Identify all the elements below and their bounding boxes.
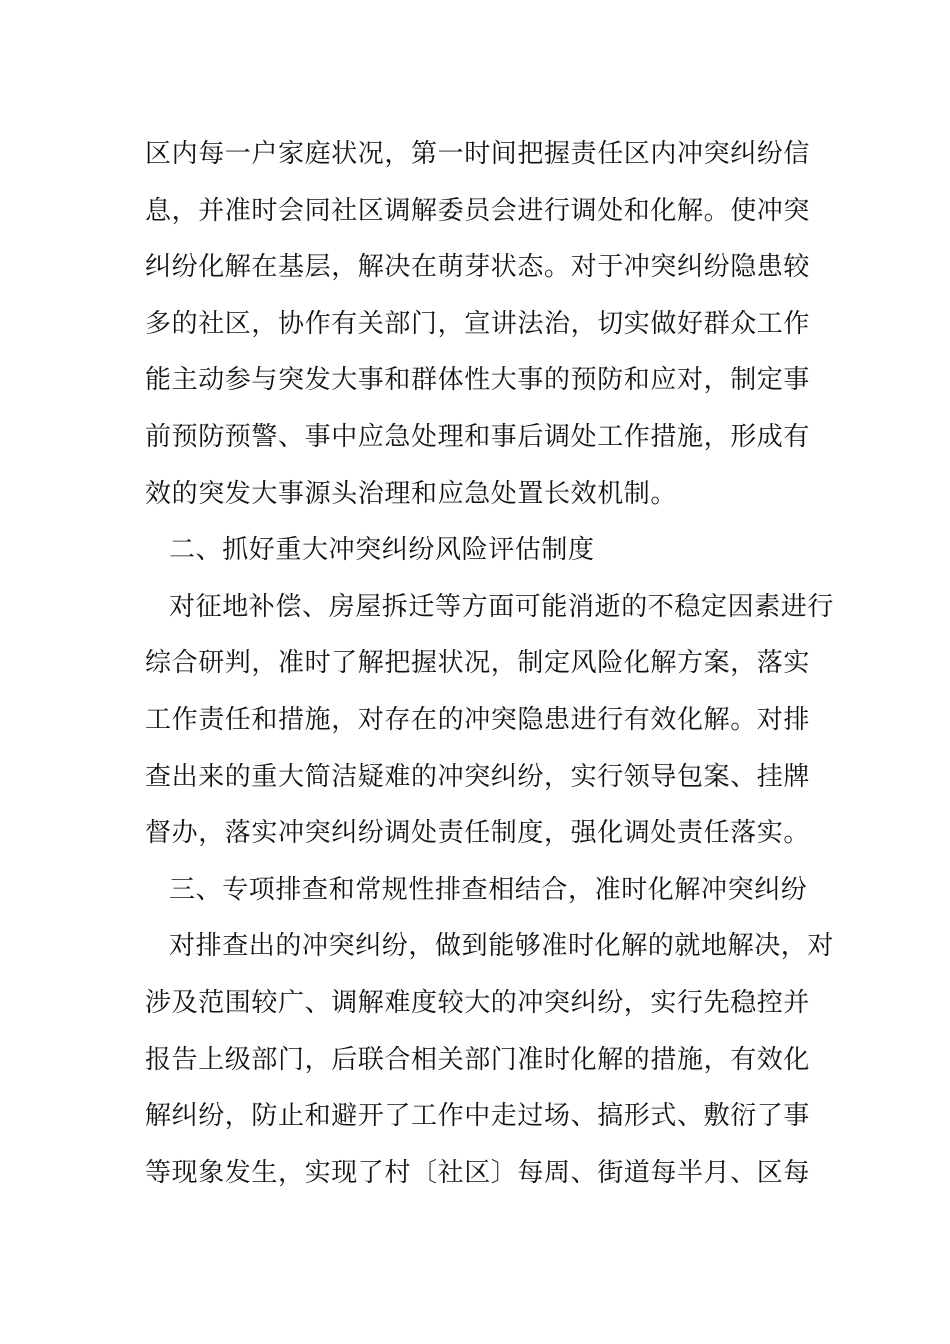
body-line: 解纠纷，防止和避开了工作中走过场、搞形式、敷衍了事 [145,1101,811,1132]
document-body [145,126,835,1201]
body-line: 涉及范围较广、调解难度较大的冲突纠纷，实行先稳控并 [145,987,811,1018]
paragraph-first-line: 对排查出的冲突纠纷，做到能够准时化解的就地解决，对 [169,931,835,962]
body-line: 查出来的重大简洁疑难的冲突纠纷，实行领导包案、挂牌 [145,761,811,792]
body-line: 督办，落实冲突纠纷调处责任制度，强化调处责任落实。 [145,818,811,849]
section-heading: 二、抓好重大冲突纠纷风险评估制度 [169,535,595,566]
body-line: 等现象发生，实现了村〔社区〕每周、街道每半月、区每 [145,1157,811,1188]
body-line: 多的社区，协作有关部门，宣讲法治，切实做好群众工作 [145,308,811,339]
body-line: 能主动参与突发大事和群体性大事的预防和应对，制定事 [145,365,811,396]
paragraph-first-line: 对征地补偿、房屋拆迁等方面可能消逝的不稳定因素进行 [169,591,835,622]
body-line: 纠纷化解在基层，解决在萌芽状态。对于冲突纠纷隐患较 [145,252,811,283]
body-line: 报告上级部门，后联合相关部门准时化解的措施，有效化 [145,1044,811,1075]
body-line: 息，并准时会同社区调解委员会进行调处和化解。使冲突 [145,195,811,226]
body-line: 前预防预警、事中应急处理和事后调处工作措施，形成有 [145,421,811,452]
section-heading: 三、专项排查和常规性排查相结合，准时化解冲突纠纷 [169,874,808,905]
body-line: 工作责任和措施，对存在的冲突隐患进行有效化解。对排 [145,704,811,735]
body-line: 区内每一户家庭状况，第一时间把握责任区内冲突纠纷信 [145,139,811,169]
body-line: 综合研判，准时了解把握状况，制定风险化解方案，落实 [145,648,811,679]
body-line: 效的突发大事源头治理和应急处置长效机制。 [145,478,678,509]
